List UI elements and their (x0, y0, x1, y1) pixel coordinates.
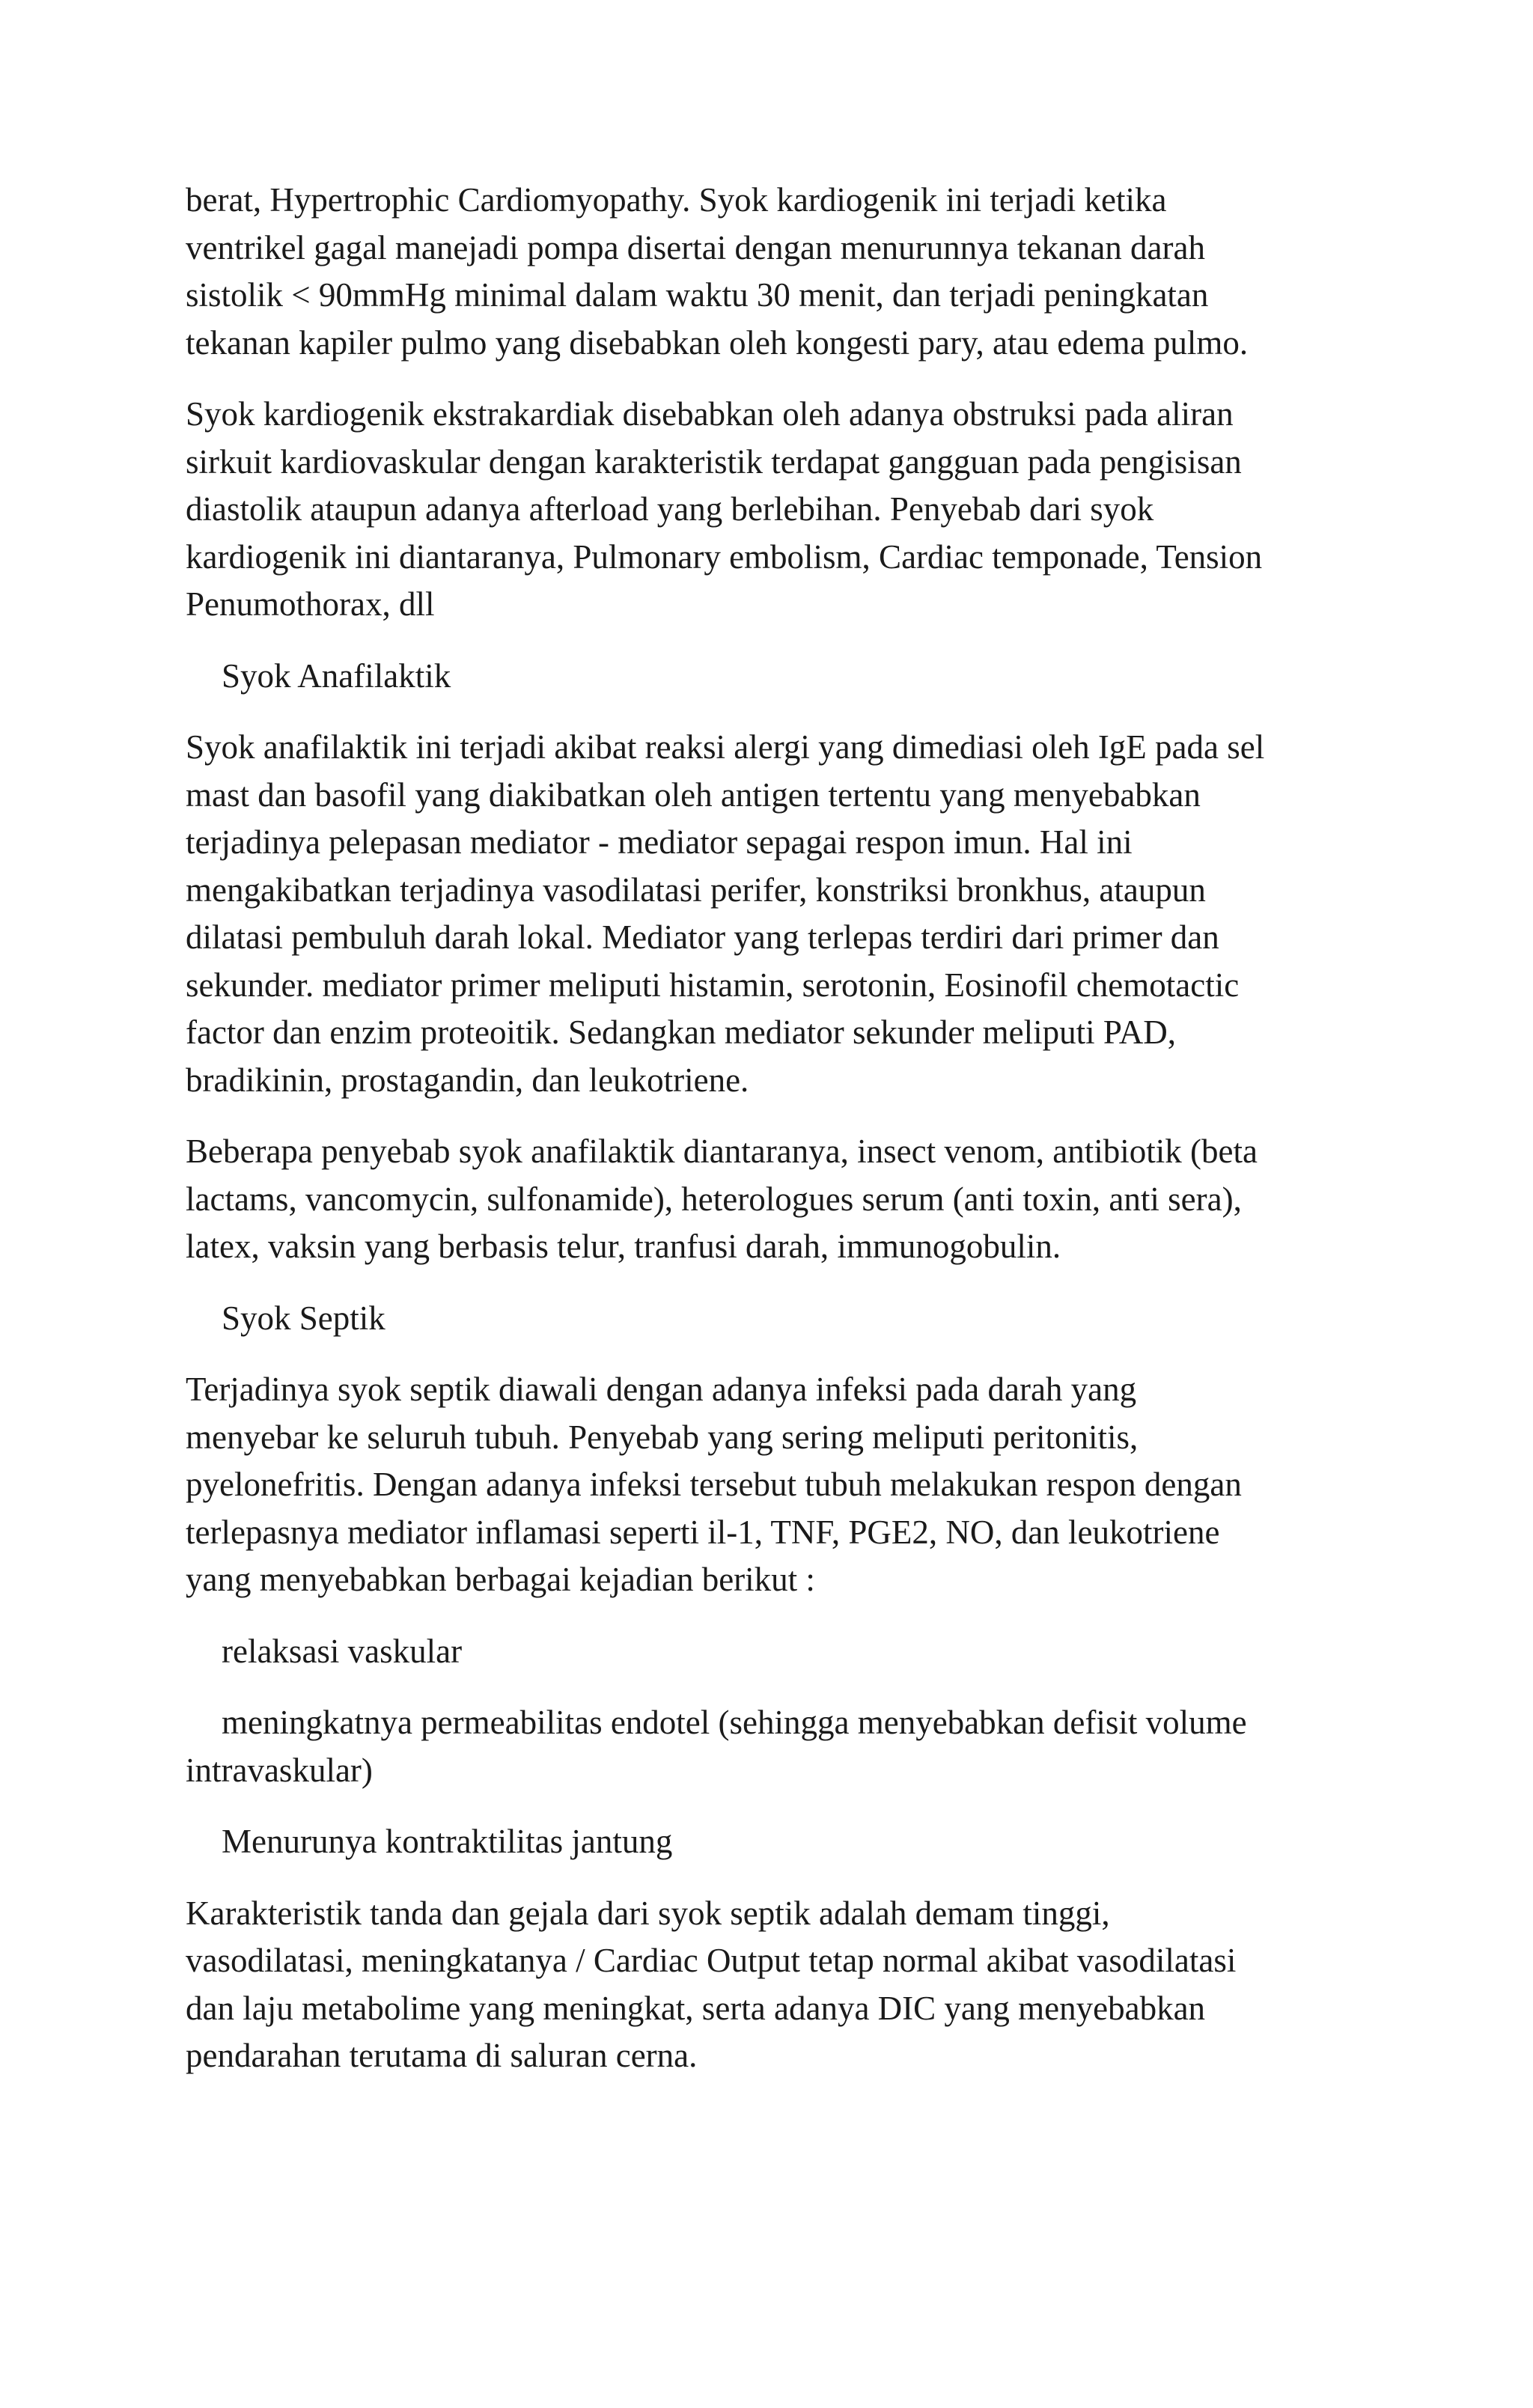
paragraph-kardiogenik-ekstrakardiak (186, 391, 1353, 629)
text-line: mast dan basofil yang diakibatkan oleh antigen tertentu yang menyebabkan (186, 775, 1201, 814)
list-item-text: intravaskular) (186, 1751, 373, 1789)
list-item-permeabilitas-endotel (186, 1699, 1353, 1794)
text-line: dilatasi pembuluh darah lokal. Mediator yang terlepas terdiri dari primer dan (186, 918, 1219, 956)
text-line: pendarahan terutama di saluran cerna. (186, 2037, 698, 2074)
text-line: Penumothorax, dll (186, 585, 435, 623)
text-line: sekunder. mediator primer meliputi histamin, serotonin, Eosinofil chemotactic (186, 966, 1240, 1004)
text-line: Syok anafilaktik ini terjadi akibat reaksi alergi yang dimediasi oleh IgE pada sel (186, 728, 1265, 766)
list-item-text: Menurunya kontraktilitas jantung (222, 1823, 673, 1860)
paragraph-septik-karakteristik (186, 1890, 1353, 2080)
text-line: Syok kardiogenik ekstrakardiak disebabkan oleh adanya obstruksi pada aliran (186, 395, 1234, 433)
text-line: sistolik < 90mmHg minimal dalam waktu 30 menit, dan terjadi peningkatan (186, 276, 1209, 314)
heading-syok-anafilaktik (186, 653, 1353, 701)
text-line: Karakteristik tanda dan gejala dari syok septik adalah demam tinggi, (186, 1894, 1110, 1932)
text-line: sirkuit kardiovaskular dengan karakteristik terdapat gangguan pada pengisisan (186, 442, 1242, 481)
text-line: ventrikel gagal manejadi pompa disertai dengan menurunnya tekanan darah (186, 228, 1205, 266)
heading-syok-septik (186, 1295, 1353, 1343)
paragraph-anafilaktik-mekanisme (186, 724, 1353, 1104)
text-line: bradikinin, prostagandin, dan leukotriene. (186, 1061, 749, 1099)
text-line: lactams, vancomycin, sulfonamide), heterologues serum (anti toxin, anti sera), (186, 1180, 1242, 1218)
text-line: diastolik ataupun adanya afterload yang berlebihan. Penyebab dari syok (186, 490, 1154, 528)
document-body (186, 177, 1353, 2104)
text-line: berat, Hypertrophic Cardiomyopathy. Syok kardiogenik ini terjadi ketika (186, 181, 1167, 219)
heading-text: Syok Anafilaktik (222, 656, 451, 695)
paragraph-anafilaktik-penyebab (186, 1128, 1353, 1271)
text-line: terlepasnya mediator inflamasi seperti il-1, TNF, PGE2, NO, dan leukotriene (186, 1513, 1220, 1551)
text-line: kardiogenik ini diantaranya, Pulmonary embolism, Cardiac temponade, Tension (186, 537, 1263, 576)
text-line: dan laju metabolime yang meningkat, serta adanya DIC yang menyebabkan (186, 1989, 1206, 2027)
text-line: mengakibatkan terjadinya vasodilatasi perifer, konstriksi bronkhus, ataupun (186, 871, 1206, 909)
text-line: Beberapa penyebab syok anafilaktik diantaranya, insect venom, antibiotik (beta (186, 1133, 1258, 1170)
list-item-text: meningkatnya permeabilitas endotel (sehingga menyebabkan defisit volume (222, 1704, 1247, 1741)
text-line: latex, vaksin yang berbasis telur, tranfusi darah, immunogobulin. (186, 1228, 1061, 1265)
text-line: Terjadinya syok septik diawali dengan adanya infeksi pada darah yang (186, 1371, 1137, 1408)
list-item-relaksasi-vaskular (186, 1628, 1353, 1676)
heading-text: Syok Septik (222, 1299, 385, 1337)
paragraph-kardiogenik-intro (186, 177, 1353, 367)
list-item-text: relaksasi vaskular (222, 1632, 463, 1670)
text-line: menyebar ke seluruh tubuh. Penyebab yang sering meliputi peritonitis, (186, 1418, 1139, 1456)
text-line: vasodilatasi, meningkatanya / Cardiac Output tetap normal akibat vasodilatasi (186, 1942, 1237, 1979)
text-line: pyelonefritis. Dengan adanya infeksi tersebut tubuh melakukan respon dengan (186, 1466, 1242, 1503)
paragraph-septik-mekanisme (186, 1366, 1353, 1604)
text-line: yang menyebabkan berbagai kejadian berikut : (186, 1561, 815, 1598)
text-line: tekanan kapiler pulmo yang disebabkan oleh kongesti pary, atau edema pulmo. (186, 323, 1249, 362)
list-item-kontraktilitas-jantung (186, 1818, 1353, 1866)
text-line: terjadinya pelepasan mediator - mediator sepagai respon imun. Hal ini (186, 823, 1133, 861)
text-line: factor dan enzim proteoitik. Sedangkan mediator sekunder meliputi PAD, (186, 1014, 1177, 1051)
